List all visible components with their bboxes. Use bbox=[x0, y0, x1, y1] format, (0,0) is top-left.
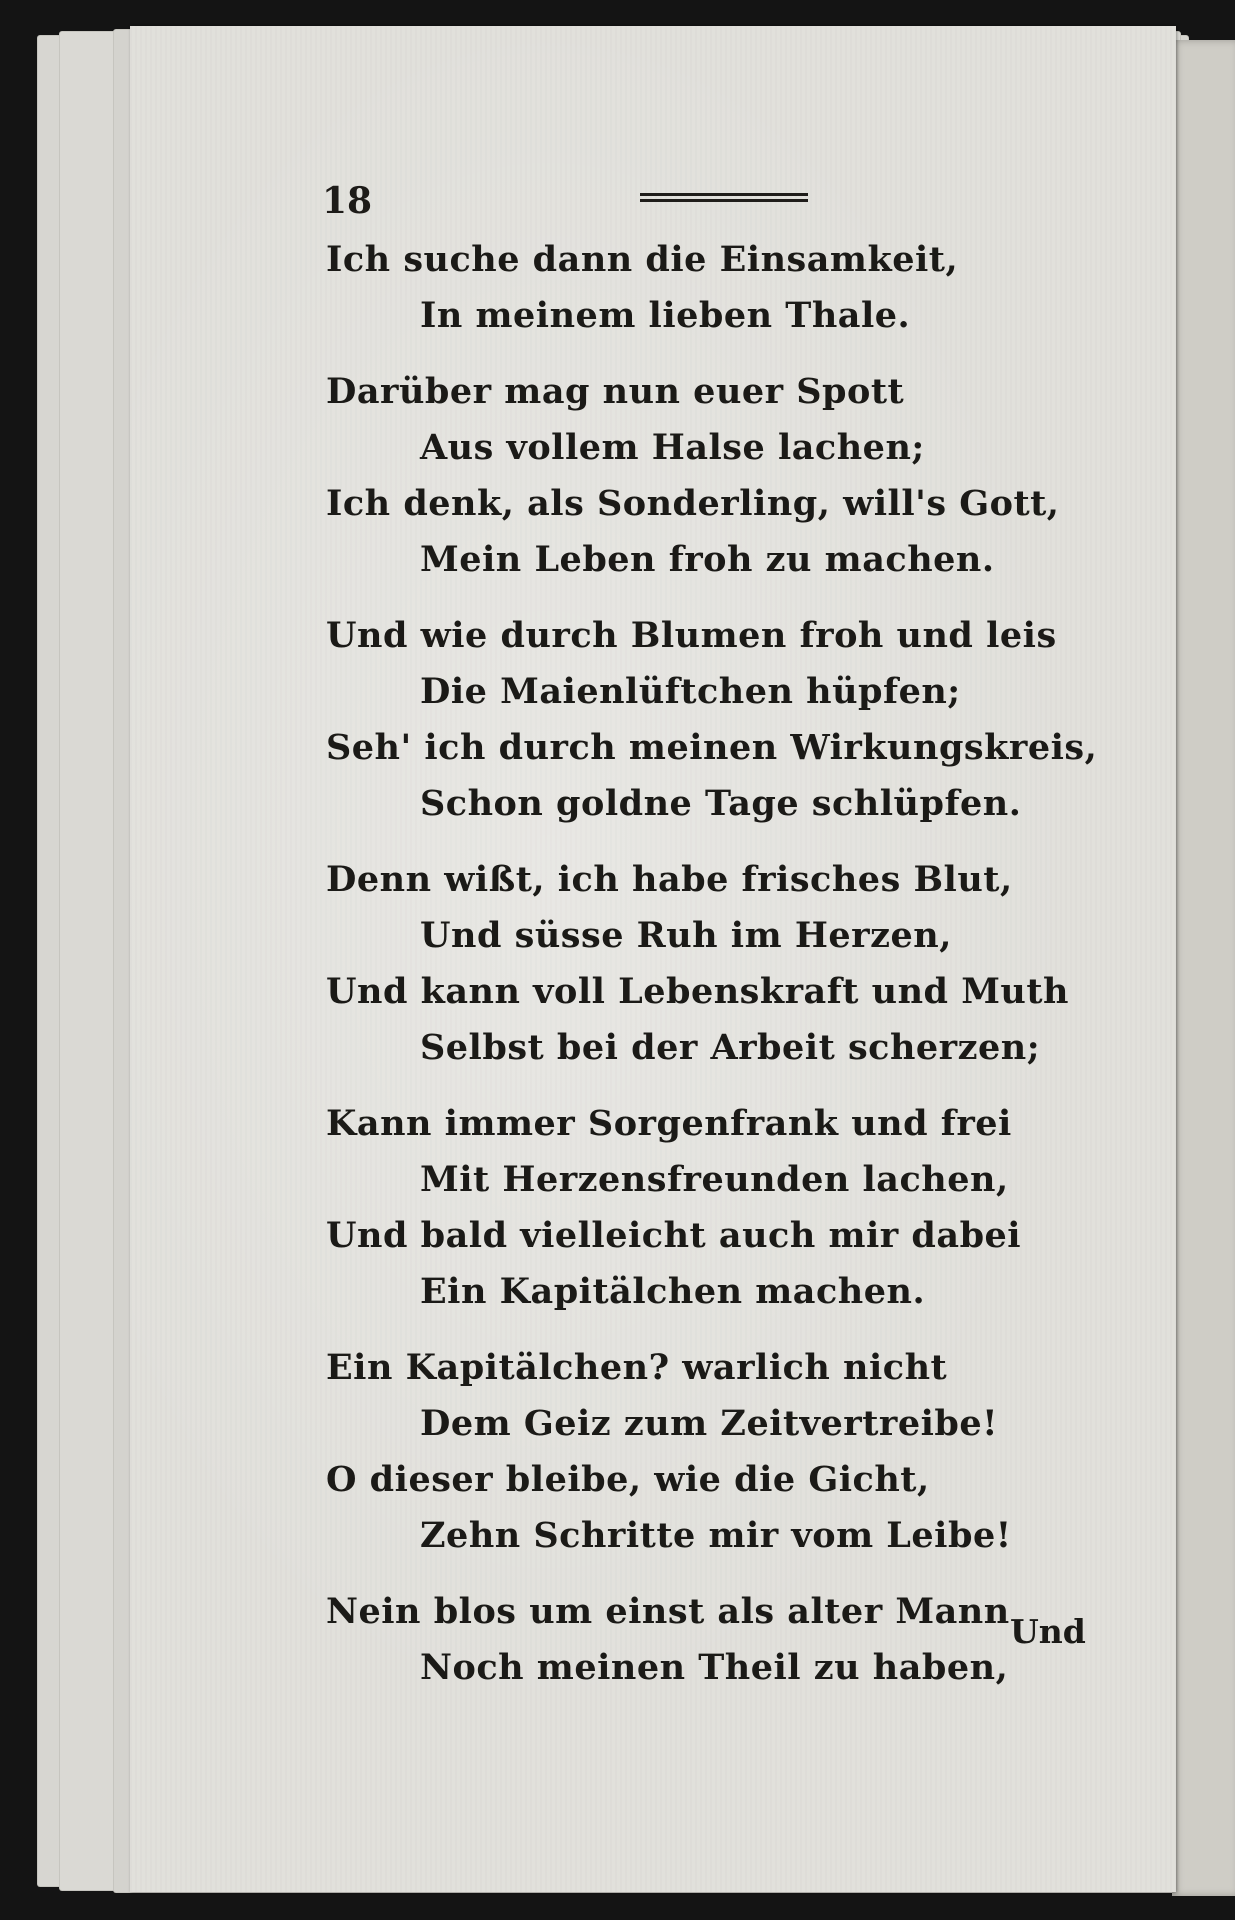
poem-line: Seh' ich durch meinen Wirkungskreis, bbox=[326, 727, 1098, 768]
poem-line: Nein blos um einst als alter Mann bbox=[326, 1591, 1010, 1632]
header-ornament-rule bbox=[640, 193, 808, 203]
poem-line: Kann immer Sorgenfrank und frei bbox=[326, 1103, 1012, 1144]
page-number: 18 bbox=[322, 180, 373, 222]
poem-line: Zehn Schritte mir vom Leibe! bbox=[420, 1515, 1012, 1556]
poem-line: Mit Herzensfreunden lachen, bbox=[420, 1159, 1009, 1200]
poem-line: Ein Kapitälchen machen. bbox=[420, 1271, 926, 1312]
poem-line: Dem Geiz zum Zeitvertreibe! bbox=[420, 1403, 998, 1444]
poem-line: Und wie durch Blumen froh und leis bbox=[326, 615, 1057, 656]
poem-line: Noch meinen Theil zu haben, bbox=[420, 1647, 1009, 1688]
poem-line: Aus vollem Halse lachen; bbox=[420, 427, 925, 468]
poem-line: Und süsse Ruh im Herzen, bbox=[420, 915, 952, 956]
poem-line: Ich denk, als Sonderling, will's Gott, bbox=[326, 483, 1060, 524]
poem-line: Die Maienlüftchen hüpfen; bbox=[420, 671, 961, 712]
poem-line: Darüber mag nun euer Spott bbox=[326, 371, 905, 412]
poem-line: Denn wißt, ich habe frisches Blut, bbox=[326, 859, 1013, 900]
poem-line: O dieser bleibe, wie die Gicht, bbox=[326, 1459, 930, 1500]
poem-line: In meinem lieben Thale. bbox=[420, 295, 911, 336]
poem-line: Selbst bei der Arbeit scherzen; bbox=[420, 1027, 1041, 1068]
poem-line: Und bald vielleicht auch mir dabei bbox=[326, 1215, 1022, 1256]
poem-body bbox=[326, 232, 1098, 1696]
poem-line: Ich suche dann die Einsamkeit, bbox=[326, 239, 959, 280]
catchword: Und bbox=[1010, 1612, 1086, 1651]
poem-line: Und kann voll Lebenskraft und Muth bbox=[326, 971, 1069, 1012]
poem-line: Schon goldne Tage schlüpfen. bbox=[420, 783, 1022, 824]
poem-line: Mein Leben froh zu machen. bbox=[420, 539, 995, 580]
facing-page-edge bbox=[1172, 40, 1235, 1896]
poem-line: Ein Kapitälchen? warlich nicht bbox=[326, 1347, 948, 1388]
